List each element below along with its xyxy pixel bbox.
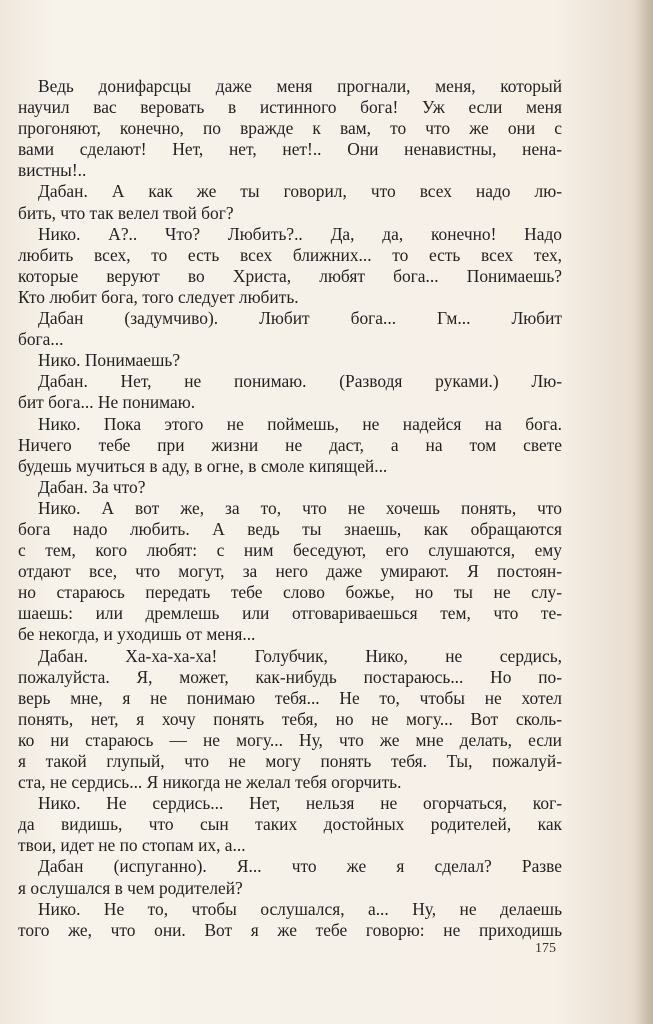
text-line: Нико. Не то, чтобы ослушался, а... Ну, не делаешь bbox=[38, 898, 562, 919]
text-line: понять, нет, я хочу понять тебя, но не могу... Вот сколь- bbox=[18, 708, 562, 729]
text-line: твои, идет не по стопам их, а... bbox=[18, 835, 246, 856]
text-line: бога... bbox=[18, 329, 64, 350]
text-line: которые веруют во Христа, любят бога... Понимаешь? bbox=[18, 265, 562, 286]
page-text bbox=[18, 76, 562, 941]
text-line: бе некогда, и уходишь от меня... bbox=[18, 624, 256, 645]
text-line: прогоняют, конечно, по вражде к вам, то что же они с bbox=[18, 118, 562, 139]
page-spine-shadow bbox=[635, 0, 653, 1024]
text-line: Нико. А?.. Что? Любить?.. Да, да, конечно! Надо bbox=[38, 223, 562, 244]
text-line: Нико. А вот же, за то, что не хочешь понять, что bbox=[38, 497, 562, 518]
text-line: с тем, кого любят: с ним беседуют, его слушаются, ему bbox=[18, 540, 562, 561]
text-line: Дабан (задумчиво). Любит бога... Гм... Любит bbox=[38, 308, 562, 329]
text-line: Нико. Понимаешь? bbox=[38, 350, 181, 371]
text-line: Дабан (испуганно). Я... что же я сделал? Разве bbox=[38, 856, 562, 877]
text-line: ста, не сердись... Я никогда не желал тебя огорчить. bbox=[18, 772, 402, 793]
text-line: ко ни стараюсь — не могу... Ну, что же мне делать, если bbox=[18, 729, 562, 750]
text-line: да видишь, что сын таких достойных родителей, как bbox=[18, 814, 562, 835]
text-line: научил вас веровать в истинного бога! Уж если меня bbox=[18, 97, 562, 118]
text-line: я такой глупый, что не могу понять тебя. Ты, пожалуй- bbox=[18, 751, 562, 771]
text-line: Дабан. Нет, не понимаю. (Разводя руками.) Лю- bbox=[38, 371, 562, 392]
text-line: но стараюсь передать тебе слово божье, но ты не слу- bbox=[18, 582, 562, 603]
text-line: Нико. Пока этого не поймешь, не надейся на бога. bbox=[38, 413, 562, 434]
text-line: Нико. Не сердись... Нет, нельзя не огорчаться, ког- bbox=[38, 793, 562, 814]
text-line: я ослушался в чем родителей? bbox=[18, 877, 243, 898]
text-line: бит бога... Не понимаю. bbox=[18, 392, 196, 413]
text-line: шаешь: или дремлешь или отговариваешься тем, что те- bbox=[18, 603, 562, 624]
text-line: Ведь донифарсцы даже меня прогнали, меня, который bbox=[38, 76, 562, 96]
text-line: вистны!.. bbox=[18, 160, 87, 181]
text-line: Дабан. А как же ты говорил, что всех надо лю- bbox=[38, 181, 562, 202]
text-line: бить, что так велел твой бог? bbox=[18, 202, 234, 223]
text-line: бога надо любить. А ведь ты знаешь, как обращаются bbox=[18, 518, 562, 539]
text-line: Дабан. Ха-ха-ха-ха! Голубчик, Нико, не сердись, bbox=[38, 645, 562, 666]
text-line: будешь мучиться в аду, в огне, в смоле кипящей... bbox=[18, 455, 388, 476]
text-line: любить всех, то есть всех ближних... то есть всех тех, bbox=[18, 244, 562, 265]
text-line: того же, что они. Вот я же тебе говорю: не приходишь bbox=[18, 919, 562, 940]
text-line: Кто любит бога, того следует любить. bbox=[18, 286, 299, 307]
text-line: Ничего тебе при жизни не даст, а на том свете bbox=[18, 434, 562, 455]
text-line: вами сделают! Нет, нет, нет!.. Они ненавистны, нена- bbox=[18, 139, 562, 160]
text-line: верь мне, я не понимаю тебя... Не то, чтобы не хотел bbox=[18, 687, 562, 708]
text-line: отдают все, что могут, за него даже умирают. Я постоян- bbox=[18, 561, 562, 582]
text-line: пожалуйста. Я, может, как-нибудь постараюсь... Но по- bbox=[18, 666, 562, 687]
text-line: Дабан. За что? bbox=[38, 476, 146, 497]
page-number: 175 bbox=[535, 941, 556, 956]
